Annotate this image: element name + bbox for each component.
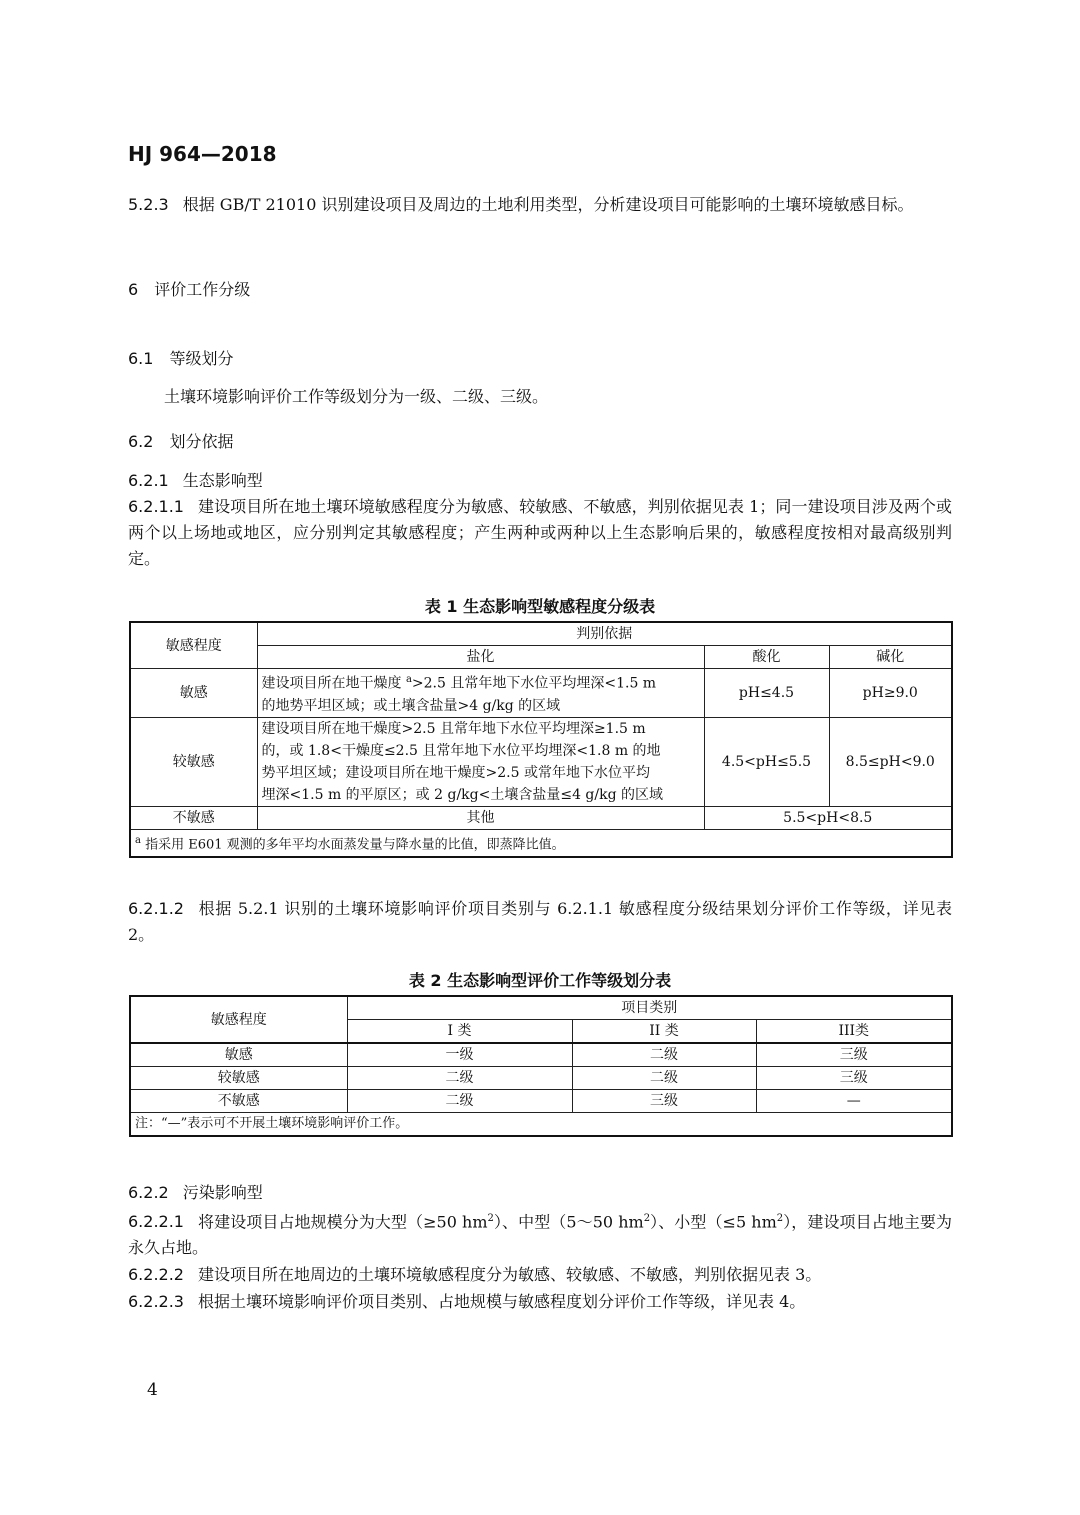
header-category: 项目类别 [347,996,952,1020]
table-row [130,1113,952,1137]
table-row [130,717,952,806]
table-1 [129,621,953,858]
alkalization-cell: 8.5≤pH<9.0 [829,717,952,806]
acid-alkali-cell: 5.5<pH<8.5 [704,806,952,829]
header-salinization: 盐化 [257,646,704,669]
table-1-caption: 表 1 生态影响型敏感程度分级表 [424,597,656,616]
clause-title: 生态影响型 [182,471,263,490]
alkalization-cell: pH≥9.0 [829,669,952,718]
table-2-note: 注：“—”表示可不开展土壤环境影响评价工作。 [130,1113,952,1137]
clause-text: 根据 5.2.1 识别的土壤环境影响评价项目类别与 6.2.1.1 敏感程度分级结果划分评价工作等级，详见表 2。 [128,899,952,944]
clause-title: 污染影响型 [182,1183,263,1202]
footnote-mark: a [405,674,412,685]
clause-text: 建设项目所在地土壤环境敏感程度分为敏感、较敏感、不敏感，判别依据见表 1；同一建设项目涉及两个或两个以上场地或地区，应分别判定其敏感程度；产生两种或两种以上生态影响后果的，敏感程度按相对最高级别判定。 [128,497,952,568]
clause-6-2-2 [128,1180,952,1206]
level-cell: 较敏感 [130,1067,347,1090]
salinization-cell [257,669,704,718]
section-number: 6.1 [128,349,154,368]
table-row [130,622,952,646]
grade-cell: 一级 [347,1043,572,1067]
clause-number: 6.2.2 [128,1183,169,1202]
superscript: 2 [776,1213,784,1224]
cell-text: 建设项目所在地干燥度>2.5 且常年地下水位平均埋深≥1.5 m [261,720,646,737]
grade-cell: 二级 [347,1090,572,1113]
header-basis: 判别依据 [257,622,952,646]
acidification-cell: 4.5<pH≤5.5 [704,717,829,806]
clause-5-2-3 [128,192,952,218]
clause-6-2-1-1 [128,494,952,572]
section-number: 6.2 [128,432,154,451]
section-6-2-heading [128,429,233,452]
header-category-1: I 类 [347,1020,572,1044]
table-row [130,1043,952,1067]
section-title: 评价工作分级 [154,280,251,299]
salinization-cell [257,717,704,806]
page-number: 4 [147,1380,158,1400]
table-2 [129,995,953,1137]
acidification-cell: pH≤4.5 [704,669,829,718]
clause-text: ）、小型（≤5 hm [650,1212,777,1232]
clause-text: ），建设项目占地主要为永久占地。 [128,1212,952,1258]
table-row [130,806,952,829]
section-title: 划分依据 [169,432,234,451]
cell-text: 埋深<1.5 m 的平原区；或 2 g/kg<土壤含盐量≤4 g/kg 的区域 [261,786,663,803]
section-6-1-body: 土壤环境影响评价工作等级划分为一级、二级、三级。 [164,387,549,406]
grade-cell: — [756,1090,952,1113]
clause-number: 6.2.1.1 [128,497,184,516]
clause-number: 6.2.2.1 [128,1212,184,1232]
footnote-mark: a [135,834,141,846]
clause-text: 建设项目所在地周边的土壤环境敏感程度分为敏感、较敏感、不敏感，判别依据见表 3。 [197,1265,822,1284]
clause-text: 根据 GB/T 21010 识别建设项目及周边的土地利用类型，分析建设项目可能影响的土壤环境敏感目标。 [182,195,914,214]
header-acidification: 酸化 [704,646,829,669]
superscript: 2 [643,1213,651,1224]
header-alkalization: 碱化 [829,646,952,669]
clause-6-2-1 [128,468,952,494]
cell-text: >2.5 且常年地下水位平均埋深<1.5 m [411,675,657,692]
section-6-1-heading [128,346,233,369]
cell-text: 建设项目所在地干燥度 [261,675,406,692]
clause-number: 6.2.1.2 [128,899,184,918]
header-sensitivity: 敏感程度 [130,622,257,669]
table-row [130,829,952,857]
standard-code: HJ 964—2018 [128,142,277,166]
section-number: 6 [128,280,139,299]
superscript: 2 [487,1213,494,1224]
header-sensitivity: 敏感程度 [130,996,347,1043]
header-category-2: II 类 [572,1020,756,1044]
grade-cell: 二级 [572,1043,756,1067]
header-category-3: III类 [756,1020,952,1044]
table-row [130,1090,952,1113]
cell-text: 势平坦区域；建设项目所在地干燥度>2.5 或常年地下水位平均 [261,764,650,781]
clause-text: ）、中型（5～50 hm [493,1212,644,1232]
section-title: 等级划分 [169,349,234,368]
clause-6-2-2-2 [128,1262,952,1288]
grade-cell: 三级 [572,1090,756,1113]
level-cell: 较敏感 [130,717,257,806]
level-cell: 不敏感 [130,806,257,829]
clause-6-2-1-2 [128,896,952,948]
clause-6-2-2-1 [128,1206,952,1261]
table-row [130,1067,952,1090]
section-6-heading [128,277,250,300]
cell-text: 的，或 1.8<干燥度≤2.5 且常年地下水位平均埋深<1.8 m 的地 [261,742,661,759]
table-row [130,996,952,1020]
clause-6-2-2-3 [128,1289,952,1315]
clause-text: 将建设项目占地规模分为大型（≥50 hm [197,1212,488,1232]
clause-number: 5.2.3 [128,195,169,214]
table-2-caption: 表 2 生态影响型评价工作等级划分表 [408,971,672,990]
grade-cell: 三级 [756,1067,952,1090]
grade-cell: 三级 [756,1043,952,1067]
level-cell: 敏感 [130,1043,347,1067]
clause-number: 6.2.2.3 [128,1292,184,1311]
grade-cell: 二级 [347,1067,572,1090]
grade-cell: 二级 [572,1067,756,1090]
cell-text: 的地势平坦区域；或土壤含盐量>4 g/kg 的区域 [261,697,561,714]
level-cell: 不敏感 [130,1090,347,1113]
table-1-note [130,829,952,857]
note-text: 指采用 E601 观测的多年平均水面蒸发量与降水量的比值，即蒸降比值。 [140,836,565,852]
clause-number: 6.2.1 [128,471,169,490]
salinization-cell: 其他 [257,806,704,829]
level-cell: 敏感 [130,669,257,718]
clause-text: 根据土壤环境影响评价项目类别、占地规模与敏感程度划分评价工作等级，详见表 4。 [197,1292,806,1311]
table-row [130,669,952,718]
clause-number: 6.2.2.2 [128,1265,184,1284]
